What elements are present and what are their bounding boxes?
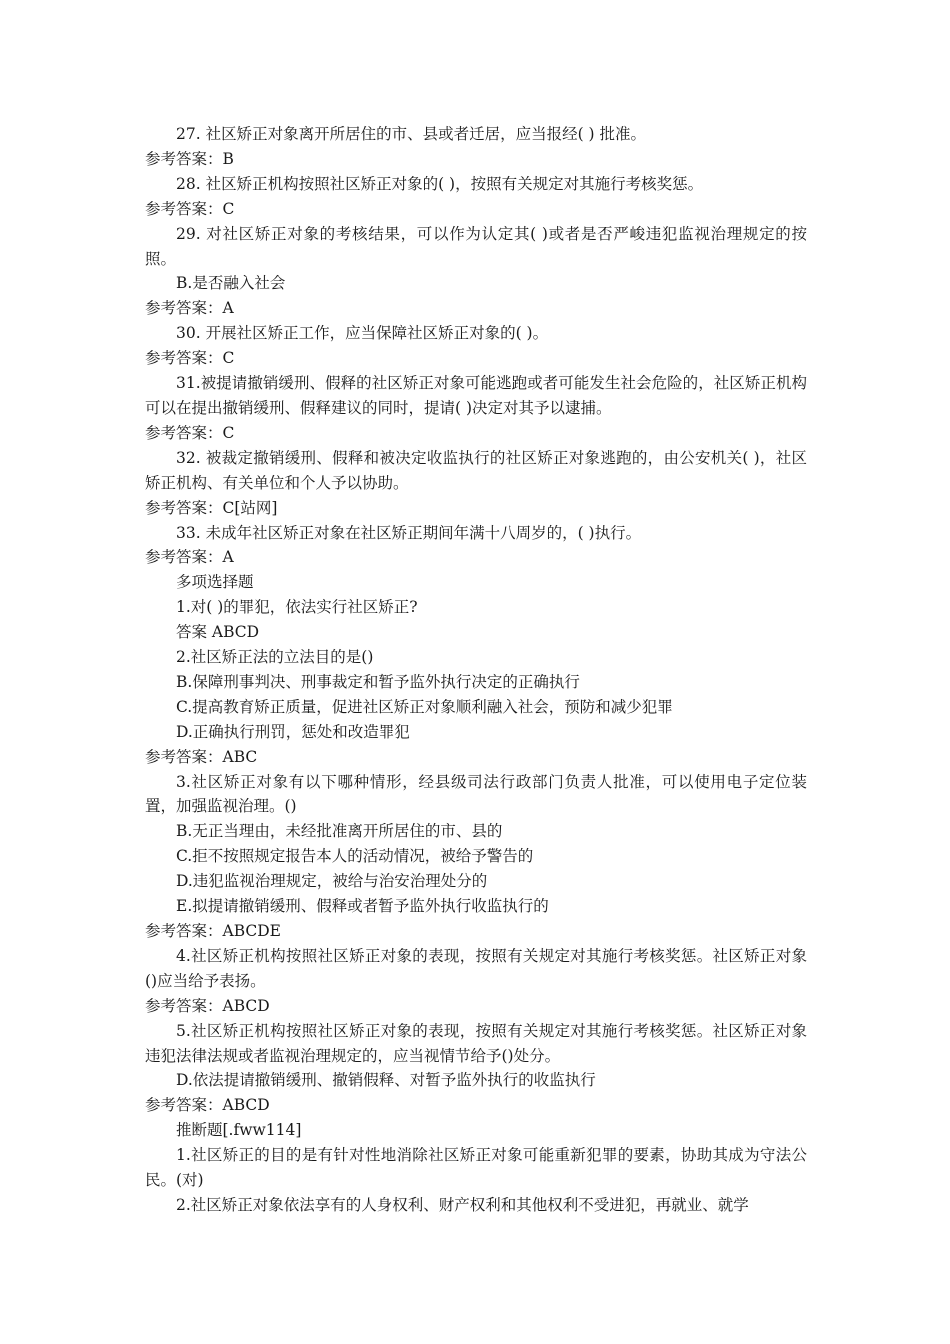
mc-answer-3: 参考答案：ABCDE bbox=[145, 922, 281, 940]
mc-question-3: 3.社区矫正对象有以下哪种情形，经县级司法行政部门负责人批准，可以使用电子定位装置，加强监视治理。() bbox=[145, 772, 807, 816]
mc-answer-5: 参考答案：ABCD bbox=[145, 1096, 270, 1115]
mc-answer-4: 参考答案：ABCD bbox=[145, 996, 270, 1015]
mc-question-5: 5.社区矫正机构按照社区矫正对象的表现，按照有关规定对其施行考核奖惩。社区矫正对象违犯法律法规或者监视治理规定的，应当视情节给予()处分。 bbox=[145, 1021, 807, 1065]
answer-28: 参考答案：C bbox=[145, 199, 235, 218]
mc-option-3-c: C.拒不按照规定报告本人的活动情况，被给予警告的 bbox=[176, 847, 534, 866]
answer-31: 参考答案：C bbox=[145, 423, 235, 442]
tf-question-1: 1.社区矫正的目的是有针对性地消除社区矫正对象可能重新犯罪的要素，协助其成为守法公民。(对) bbox=[145, 1146, 807, 1190]
question-33: 33. 未成年社区矫正对象在社区矫正期间年满十八周岁的，( )执行。 bbox=[176, 523, 642, 542]
mc-option-3-d: D.违犯监视治理规定，被给与治安治理处分的 bbox=[176, 872, 488, 891]
tf-question-2: 2.社区矫正对象依法享有的人身权利、财产权利和其他权利不受进犯，再就业、就学 bbox=[176, 1195, 749, 1214]
document-body bbox=[145, 122, 807, 1218]
mc-answer-2: 参考答案：ABC bbox=[145, 747, 258, 766]
mc-option-2-b: B.保障刑事判决、刑事裁定和暂予监外执行决定的正确执行 bbox=[176, 672, 580, 691]
answer-27: 参考答案：B bbox=[145, 149, 234, 168]
section-heading-judgement: 推断题[.fww114] bbox=[176, 1121, 302, 1140]
mc-option-2-d: D.正确执行刑罚，惩处和改造罪犯 bbox=[176, 722, 410, 741]
mc-option-3-b: B.无正当理由，未经批准离开所居住的市、县的 bbox=[176, 822, 503, 841]
question-27: 27. 社区矫正对象离开所居住的市、县或者迁居，应当报经( ) 批准。 bbox=[176, 125, 647, 143]
answer-30: 参考答案：C bbox=[145, 349, 235, 368]
answer-32: 参考答案：C[站网] bbox=[145, 498, 278, 517]
mc-option-2-c: C.提高教育矫正质量，促进社区矫正对象顺利融入社会，预防和减少犯罪 bbox=[176, 697, 673, 716]
answer-33: 参考答案：A bbox=[145, 548, 234, 567]
mc-option-5-d: D.依法提请撤销缓刑、撤销假释、对暂予监外执行的收监执行 bbox=[176, 1071, 596, 1090]
answer-29: 参考答案：A bbox=[145, 299, 234, 318]
question-29: 29. 对社区矫正对象的考核结果，可以作为认定其( )或者是否严峻违犯监视治理规定的按照。 bbox=[145, 224, 807, 268]
mc-option-3-e: E.拟提请撤销缓刑、假释或者暂予监外执行收监执行的 bbox=[176, 897, 549, 916]
question-30: 30. 开展社区矫正工作，应当保障社区矫正对象的( )。 bbox=[176, 324, 549, 343]
mc-question-2: 2.社区矫正法的立法目的是() bbox=[176, 648, 374, 667]
mc-answer-1: 答案 ABCD bbox=[176, 623, 260, 642]
mc-question-1: 1.对( )的罪犯，依法实行社区矫正? bbox=[176, 598, 418, 617]
mc-question-4: 4.社区矫正机构按照社区矫正对象的表现，按照有关规定对其施行考核奖惩。社区矫正对象()应当给予表扬。 bbox=[145, 946, 807, 990]
question-31: 31.被提请撤销缓刑、假释的社区矫正对象可能逃跑或者可能发生社会危险的，社区矫正机构可以在提出撤销缓刑、假释建议的同时，提请( )决定对其予以逮捕。 bbox=[145, 374, 807, 417]
question-32: 32. 被裁定撤销缓刑、假释和被决定收监执行的社区矫正对象逃跑的，由公安机关( )，社区矫正机构、有关单位和个人予以协助。 bbox=[145, 448, 807, 492]
option-29-b: B.是否融入社会 bbox=[176, 274, 286, 293]
question-28: 28. 社区矫正机构按照社区矫正对象的( )，按照有关规定对其施行考核奖惩。 bbox=[176, 174, 704, 193]
section-heading-multiple-choice: 多项选择题 bbox=[176, 573, 254, 592]
